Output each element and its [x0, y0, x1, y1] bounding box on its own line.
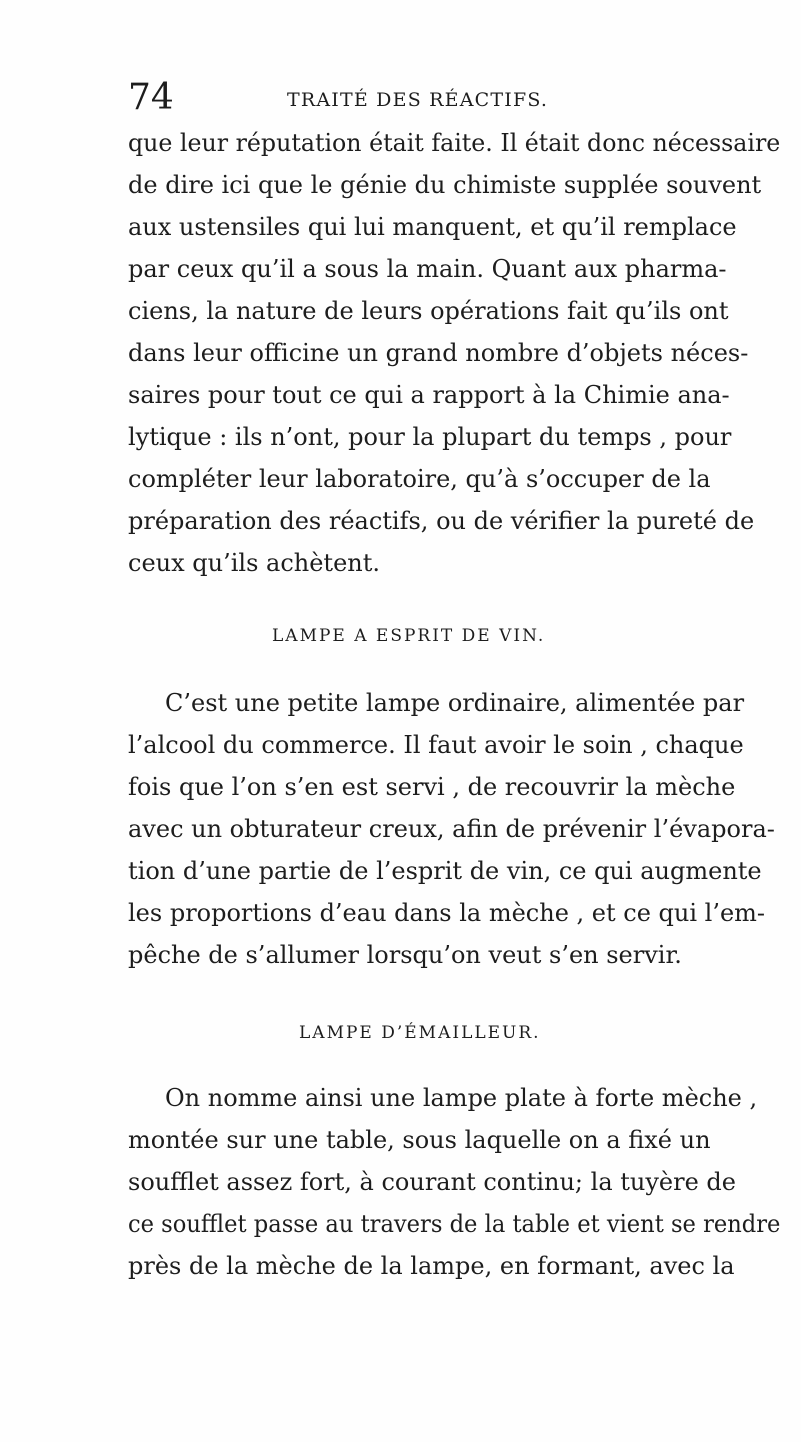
section-heading-text: LAMPE A ESPRIT DE VIN.	[272, 626, 546, 646]
paragraph-line: tion d’une partie de l’esprit de vin, ce qui augmente	[128, 857, 762, 885]
paragraph-line: pêche de s’allumer lorsqu’on veut s’en servir.	[128, 941, 682, 969]
paragraph-line: ceux qu’ils achètent.	[128, 549, 380, 577]
paragraph-line: de dire ici que le génie du chimiste supplée souvent	[128, 171, 762, 199]
paragraph-line: l’alcool du commerce. Il faut avoir le soin , chaque	[128, 731, 744, 759]
paragraph-line: près de la mèche de la lampe, en formant, avec la	[128, 1252, 735, 1280]
paragraph-line: dans leur officine un grand nombre d’objets néces-	[128, 339, 749, 367]
paragraph-line: compléter leur laboratoire, qu’à s’occuper de la	[128, 465, 711, 493]
paragraph-line: C’est une petite lampe ordinaire, alimentée par	[165, 689, 745, 717]
paragraph-line: saires pour tout ce qui a rapport à la Chimie ana-	[128, 381, 730, 409]
paragraph-line: préparation des réactifs, ou de vérifier la pureté de	[128, 507, 755, 535]
paragraph-line: ciens, la nature de leurs opérations fait qu’ils ont	[128, 297, 729, 325]
page-number: 74	[128, 77, 174, 118]
paragraph-line: fois que l’on s’en est servi , de recouvrir la mèche	[128, 773, 736, 801]
paragraph-line: montée sur une table, sous laquelle on a fixé un	[128, 1126, 711, 1154]
paragraph-line: par ceux qu’il a sous la main. Quant aux pharma-	[128, 255, 727, 283]
paragraph-line: soufflet assez fort, à courant continu; la tuyère de	[128, 1168, 736, 1196]
paragraph-line: avec un obturateur creux, afin de prévenir l’évapora-	[128, 815, 775, 843]
paragraph-line: lytique : ils n’ont, pour la plupart du temps , pour	[128, 423, 732, 451]
paragraph-line: On nomme ainsi une lampe plate à forte mèche ,	[165, 1084, 758, 1112]
running-head	[128, 78, 778, 118]
paragraph-line: ce soufflet passe au travers de la table et vient se rendre	[128, 1210, 781, 1238]
paragraph-line: les proportions d’eau dans la mèche , et ce qui l’em-	[128, 899, 766, 927]
paragraph-line: que leur réputation était faite. Il était donc nécessaire	[128, 129, 781, 157]
running-title: TRAITÉ DES RÉACTIFS.	[287, 89, 549, 111]
section-heading-text: LAMPE D’ÉMAILLEUR.	[299, 1023, 541, 1043]
paragraph-line: aux ustensiles qui lui manquent, et qu’il remplace	[128, 213, 737, 241]
